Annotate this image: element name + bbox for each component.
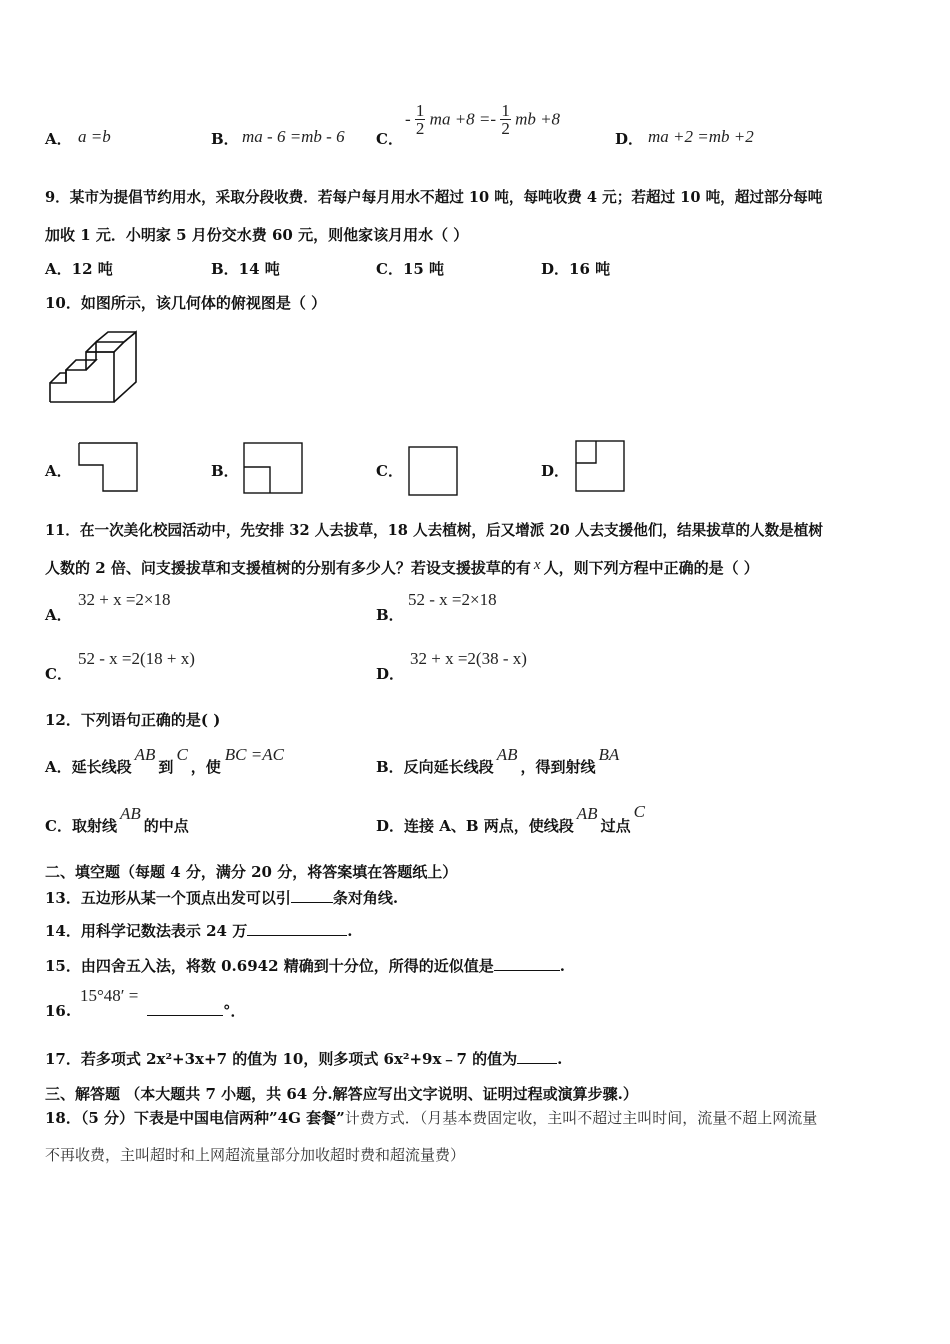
q11-stem-line2: [45, 557, 759, 578]
q14: [45, 920, 352, 941]
q8-option-b-label: B．: [211, 130, 239, 148]
q12-d-c: C: [633, 802, 645, 821]
q11-option-b-label: B．: [376, 606, 404, 624]
q11-stem-line1: 11．在一次美化校园活动中，先安排 32 人去拔草，18 人去植树，后又增派 20 人去支援他们，结果拔草的人数是植树: [45, 522, 823, 539]
q9-stem-line2: 加收 1 元．小明家 5 月份交水费 60 元，则他家该月用水（ ）: [45, 226, 469, 244]
q12-b-ba: BA: [598, 745, 620, 764]
section-3-heading: 三、解答题 （本大题共 7 小题，共 64 分.解答应写出文字说明、证明过程或演算步骤.）: [45, 1085, 638, 1103]
q12-a-comma: ，使: [190, 758, 221, 776]
q11-option-a-label: A．: [45, 606, 72, 624]
q11-option-b-expr: 52 - x =2×18: [408, 590, 497, 609]
q9-option-b: B．14 吨: [211, 260, 280, 278]
q10-option-a-figure: [79, 443, 139, 493]
q17-text-post: .: [557, 1050, 563, 1068]
q9-option-a: A．12 吨: [45, 260, 113, 278]
q10-option-b-label: B．: [211, 462, 239, 480]
q9-option-c: C．15 吨: [376, 260, 445, 278]
q10-stem: 10．如图所示，该几何体的俯视图是（ ）: [45, 294, 327, 312]
q8-option-a-expr: a =b: [78, 127, 111, 146]
q11-option-d-label: D．: [376, 665, 405, 683]
q8-option-c-num2: 1: [501, 101, 510, 120]
q10-option-c-label: C．: [376, 462, 403, 480]
q8-option-c-neg: -: [405, 109, 411, 129]
q8-option-a-label: A．: [45, 130, 72, 148]
q9-stem-line1: 9．某市为提倡节约用水，采取分段收费．若每户每月用水不超过 10 吨，每吨收费 4 元；若超过 10 吨，超过部分每吨: [45, 189, 823, 206]
q12-a-eq: BC =AC: [224, 745, 284, 764]
q17-text: 17．若多项式 2x²+3x+7 的值为 10，则多项式 6x²+9x﹣7 的值为: [45, 1050, 518, 1068]
q12-d-label: D．连接 A、B 两点，使线段: [376, 817, 574, 835]
q16-expr: 15°48′ =: [80, 986, 139, 1005]
q11-var-x: x: [533, 557, 541, 573]
q8-option-d-expr: ma +2 =mb +2: [648, 127, 754, 146]
q13: [45, 887, 398, 908]
q10-option-a-label: A．: [45, 462, 72, 480]
q8-option-c-den2: 2: [501, 119, 510, 138]
q16-answer: [147, 1000, 246, 1021]
q12-c-ab: AB: [119, 804, 141, 823]
q18-desc: 计费方式．（月基本费固定收，主叫不超过主叫时间，流量不超上网流量: [344, 1109, 818, 1127]
q8-option-c-label: C．: [376, 130, 403, 148]
section-2-heading: 二、填空题（每题 4 分，满分 20 分，将答案填在答题纸上）: [45, 863, 458, 881]
q18-line1: [45, 1107, 817, 1128]
q12-b-label: B．反向延长线段: [376, 758, 494, 776]
q13-answer-blank[interactable]: [291, 902, 333, 903]
q11-option-d-expr: 32 + x =2(38 - x): [410, 649, 527, 668]
q8-option-c-expr: [405, 102, 560, 137]
q15-text: 15．由四舍五入法，将数 0.6942 精确到十分位，所得的近似值是: [45, 957, 494, 975]
q11-stem-line2-a: 人数的 2 倍、问支援拔草和支援植树的分别有多少人？若设支援拔草的有: [45, 559, 531, 577]
q9-option-d: D．16 吨: [541, 260, 611, 278]
q11-option-c-expr: 52 - x =2(18 + x): [78, 649, 195, 668]
q12-c-tail: 的中点: [143, 817, 189, 835]
q12-c-label: C．取射线: [45, 817, 117, 835]
q8-option-d-label: D．: [615, 130, 644, 148]
q12-a-label: A．延长线段: [45, 758, 132, 776]
q8-option-c-mid: ma +8 =-: [429, 109, 497, 129]
q17-answer-blank[interactable]: [517, 1063, 557, 1064]
q15-text-post: .: [559, 957, 565, 975]
q14-text-post: .: [347, 922, 353, 940]
q12-stem: 12．下列语句正确的是( ): [45, 711, 221, 729]
q12-option-c: [45, 804, 189, 836]
q12-b-mid: ，得到射线: [520, 758, 596, 776]
q11-option-a-expr: 32 + x =2×18: [78, 590, 171, 609]
q17: [45, 1048, 562, 1069]
q8-option-c-num1: 1: [415, 101, 425, 120]
q12-a-to: 到: [158, 758, 174, 776]
q12-d-ab: AB: [576, 804, 598, 823]
q8-option-c-tail: mb +8: [515, 109, 561, 129]
q16-text-post: °．: [223, 1002, 246, 1020]
q13-text: 13．五边形从某一个顶点出发可以引: [45, 889, 291, 907]
q12-option-b: [376, 745, 622, 777]
q12-a-c: C: [176, 745, 188, 764]
q15: [45, 955, 565, 976]
q12-a-ab: AB: [134, 745, 156, 764]
q16-answer-blank[interactable]: [147, 1015, 223, 1016]
q12-option-d: [376, 802, 648, 836]
q18-title: 18．（5 分）下表是中国电信两种”4G 套餐”: [45, 1109, 345, 1127]
q13-text-post: 条对角线.: [332, 889, 399, 907]
q12-d-mid: 过点: [600, 817, 631, 835]
q10-option-d-figure: [576, 441, 626, 493]
q14-text: 14．用科学记数法表示 24 万: [45, 922, 248, 940]
q14-answer-blank[interactable]: [247, 935, 347, 936]
q10-option-c-figure: [409, 447, 459, 497]
q18-line2: 不再收费，主叫超时和上网超流量部分加收超时费和超流量费）: [45, 1146, 466, 1164]
q15-answer-blank[interactable]: [494, 970, 560, 971]
q11-option-c-label: C．: [45, 665, 72, 683]
q8-option-c-den1: 2: [415, 119, 425, 138]
q12-b-ab: AB: [496, 745, 518, 764]
q8-option-b-expr: ma - 6 =mb - 6: [242, 127, 345, 146]
q10-option-d-label: D．: [541, 462, 570, 480]
q11-stem-line2-b: 人，则下列方程中正确的是（ ）: [543, 559, 759, 577]
q10-solid-figure: [48, 328, 140, 406]
q10-option-b-figure: [244, 443, 304, 495]
q12-option-a: [45, 745, 288, 777]
q16-label: 16.: [45, 1002, 72, 1020]
